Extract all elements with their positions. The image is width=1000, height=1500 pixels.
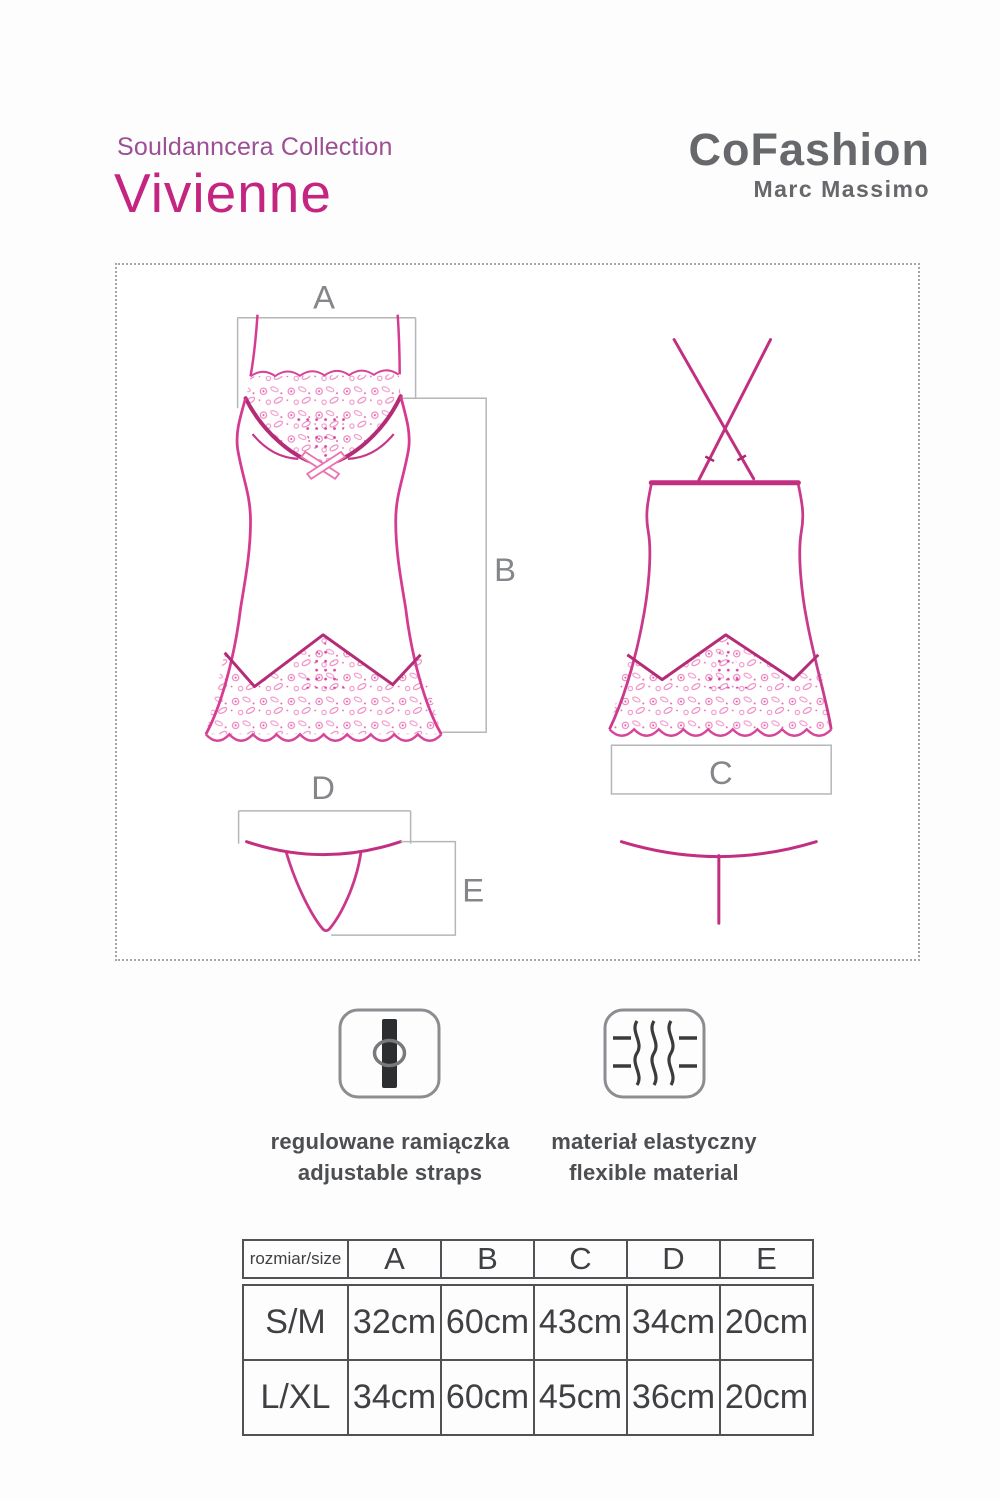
column-header-d: D	[627, 1240, 720, 1278]
wavy-lines	[635, 1021, 673, 1085]
front-view-drawing	[206, 279, 516, 741]
table-cell: 60cm	[441, 1360, 534, 1435]
front-hem-scallop	[206, 734, 442, 740]
column-header-b: B	[441, 1240, 534, 1278]
table-row	[243, 1285, 813, 1360]
feature-caption-line1: regulowane ramiączka	[270, 1129, 510, 1154]
size-table-body	[242, 1284, 814, 1436]
table-cell: 34cm	[627, 1285, 720, 1360]
collection-name: Souldanncera Collection	[117, 133, 393, 161]
dimension-label-e: E	[462, 871, 485, 909]
back-view-drawing	[609, 340, 831, 794]
feature-caption-line2: flexible material	[569, 1160, 739, 1185]
table-cell: 32cm	[348, 1285, 441, 1360]
thong-triangle	[286, 853, 361, 931]
column-header-e: E	[720, 1240, 813, 1278]
feature-caption-line2: adjustable straps	[297, 1160, 483, 1185]
strap-bar	[382, 1019, 397, 1088]
feature-caption-material	[494, 1126, 814, 1188]
flexible-material-icon	[602, 1007, 707, 1100]
back-hem-scallop	[609, 729, 831, 735]
thong-waistband	[247, 842, 401, 855]
size-table-header	[242, 1239, 814, 1279]
column-header-a: A	[348, 1240, 441, 1278]
dimension-label-b: B	[494, 551, 517, 589]
dimension-e-bracket	[331, 842, 455, 935]
size-label: L/XL	[243, 1360, 348, 1435]
feature-caption-line1: materiał elastyczny	[551, 1129, 757, 1154]
size-column-header: rozmiar/size	[243, 1240, 348, 1278]
table-cell: 60cm	[441, 1285, 534, 1360]
table-cell: 20cm	[720, 1360, 813, 1435]
brand-name: CoFashion	[688, 124, 930, 175]
table-row	[243, 1360, 813, 1435]
table-cell: 43cm	[534, 1285, 627, 1360]
brand-designer: Marc Massimo	[753, 176, 930, 203]
thong-front-drawing	[239, 769, 485, 935]
dimension-label-d: D	[311, 768, 335, 806]
size-label: S/M	[243, 1285, 348, 1360]
front-strap-right	[398, 315, 400, 375]
dimension-label-a: A	[313, 278, 336, 316]
table-cell: 34cm	[348, 1360, 441, 1435]
dimension-label-c: C	[708, 754, 733, 792]
adjustable-strap-icon	[337, 1007, 442, 1100]
table-cell: 45cm	[534, 1360, 627, 1435]
table-cell: 20cm	[720, 1285, 813, 1360]
measurement-diagram	[115, 263, 920, 961]
front-strap-left	[251, 315, 258, 377]
table-cell: 36cm	[627, 1360, 720, 1435]
table-header-row	[243, 1240, 813, 1278]
brand-block	[689, 126, 931, 203]
garment-diagram-svg	[117, 265, 918, 959]
dimension-d-bracket	[239, 811, 411, 844]
product-name: Vivienne	[114, 162, 332, 224]
column-header-c: C	[534, 1240, 627, 1278]
thong-back-drawing	[621, 842, 816, 924]
